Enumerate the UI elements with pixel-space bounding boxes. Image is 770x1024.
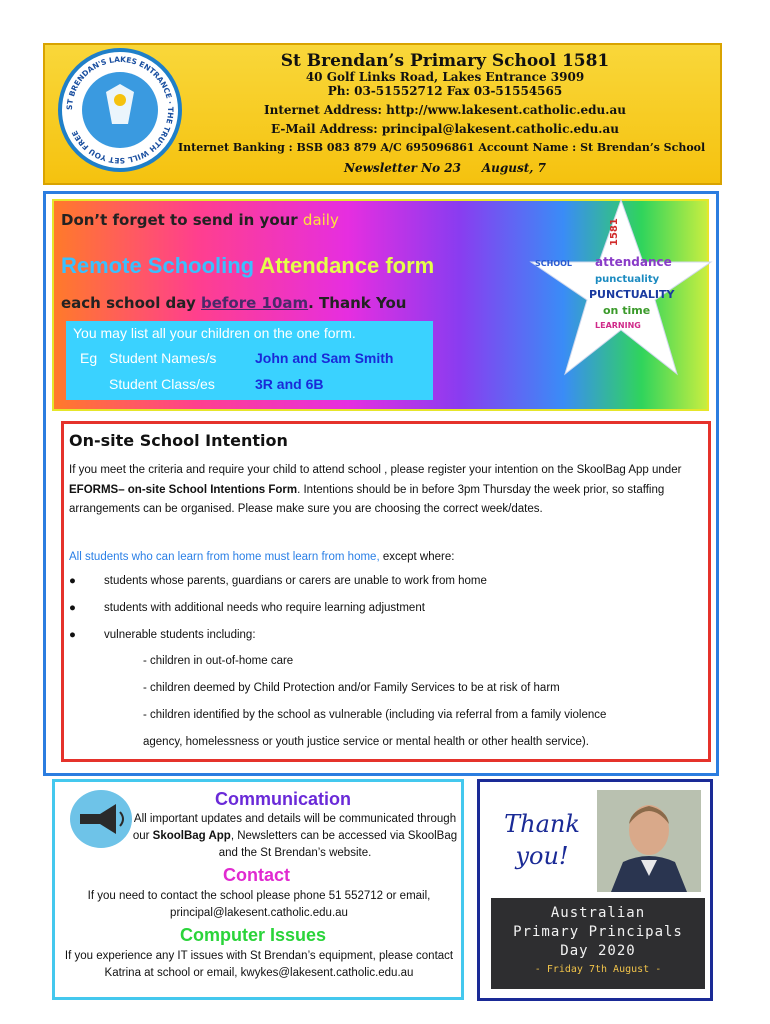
onsite-lead-rest: except where:	[379, 551, 455, 563]
onsite-lead	[69, 548, 699, 568]
communication-text	[130, 811, 460, 862]
banner-deadline: before 10am	[200, 294, 309, 312]
banner-thank-you: . Thank You	[308, 294, 407, 312]
newsletter-number: Newsletter No 23	[344, 161, 461, 175]
chalk-line-3: Day 2020	[560, 943, 636, 959]
crest-motto: ST BRENDAN'S LAKES ENTRANCE · THE TRUTH WILL SET YOU FREE	[64, 54, 176, 166]
thank-you-text	[497, 808, 587, 872]
onsite-body-c: . Intentions should be in before 3pm Thursday the week prior, so staffing arrangements can be organised. Please make sure you are choosing the correct week/dates.	[69, 483, 665, 515]
sub-item: - children identified by the school as vulnerable (including via referral from a family violence	[143, 709, 607, 721]
school-name: St Brendan’s Primary School 1581	[280, 51, 610, 71]
crest-motto-graphic	[58, 48, 182, 172]
star-word-6: 1581	[609, 218, 620, 246]
star-word-2: punctuality	[595, 274, 660, 285]
school-phone: Ph: 03-51552712 Fax 03-51554565	[327, 84, 563, 98]
newsletter-info	[170, 161, 720, 175]
onsite-lead-blue: All students who can learn from home must learn from home,	[69, 551, 380, 563]
sub-item: - children deemed by Child Protection and/or Family Services to be at risk of harm	[143, 682, 560, 694]
banner-line-2	[61, 253, 434, 279]
banner-remote-schooling: Remote Schooling	[61, 253, 260, 278]
chalk-line-4: - Friday 7th August -	[534, 964, 662, 975]
banner-attendance-form: Attendance form	[259, 253, 435, 278]
thank-word: Thank	[504, 810, 580, 838]
onsite-body-a: If you meet the criteria and require your child to attend school , please register your intention on the SkoolBag App under	[69, 464, 682, 476]
skoolbag-app: SkoolBag App	[152, 830, 231, 842]
star-word-3: PUNCTUALITY	[589, 288, 675, 301]
example-names-value: John and Sam Smith	[255, 350, 394, 366]
bullet-text: students whose parents, guardians or carers are unable to work from home	[104, 575, 487, 587]
chalk-line-2: Primary Principals	[513, 924, 683, 940]
example-names-label: Student Names/s	[109, 350, 217, 366]
contact-text: If you need to contact the school please phone 51 552712 or email, principal@lakesent.catholic.edu.au	[87, 890, 431, 919]
newsletter-date: August, 7	[481, 161, 546, 175]
attendance-star-graphic	[527, 196, 715, 380]
example-class-label: Student Class/es	[109, 376, 215, 392]
star-word-4: LEARNING	[595, 321, 641, 330]
you-word: you!	[515, 842, 569, 870]
computer-issues-title: Computer Issues	[180, 925, 327, 945]
school-address: 40 Golf Links Road, Lakes Entrance 3909	[305, 70, 585, 84]
communication-text-a: All important updates and details will be communicated through our	[132, 813, 457, 842]
onsite-eforms: EFORMS– on-site School Intentions Form	[69, 483, 298, 496]
star-word-0: attendance	[595, 255, 672, 269]
communication-text-c: , Newsletters can be accessed via SkoolBag and the St Brendan’s website.	[218, 830, 458, 859]
chalk-line-1: Australian	[550, 905, 646, 921]
sub-item: agency, homelessness or youth justice service or mental health or other health service).	[143, 736, 589, 748]
banner-line-3a: each school day	[61, 294, 201, 312]
onsite-title: On-site School Intention	[69, 431, 288, 450]
school-email: E-Mail Address: principal@lakesent.catholic.edu.au	[271, 122, 619, 136]
star-word-1: SCHOOL	[535, 259, 573, 268]
megaphone-icon	[70, 790, 132, 848]
example-note: You may list all your children on the one form.	[73, 325, 356, 341]
banner-line-1-text: Don’t forget to send in your	[61, 211, 303, 229]
star-word-5: on time	[603, 304, 651, 317]
banner-daily: daily	[302, 211, 339, 229]
banner-line-3	[61, 294, 406, 312]
onsite-body	[69, 461, 699, 520]
banking-details: Internet Banking : BSB 083 879 A/C 695096861 Account Name : St Brendan’s School	[178, 141, 706, 154]
banner-line-1	[61, 211, 339, 229]
bullet-text: students with additional needs who require learning adjustment	[104, 602, 425, 614]
computer-issues-text: If you experience any IT issues with St Brendan’s equipment, please contact Katrina at school or email, kwykes@lakesent.catholic.edu.au	[64, 950, 454, 979]
contact-title: Contact	[223, 865, 290, 885]
principal-photo	[597, 790, 701, 892]
bullet-text: vulnerable students including:	[104, 629, 256, 641]
sub-item: - children in out-of-home care	[143, 655, 294, 667]
example-class-value: 3R and 6B	[255, 376, 324, 392]
example-eg-label: Eg	[80, 350, 98, 366]
communication-title: Communication	[215, 789, 352, 809]
school-website: Internet Address: http://www.lakesent.catholic.edu.au	[264, 103, 626, 117]
